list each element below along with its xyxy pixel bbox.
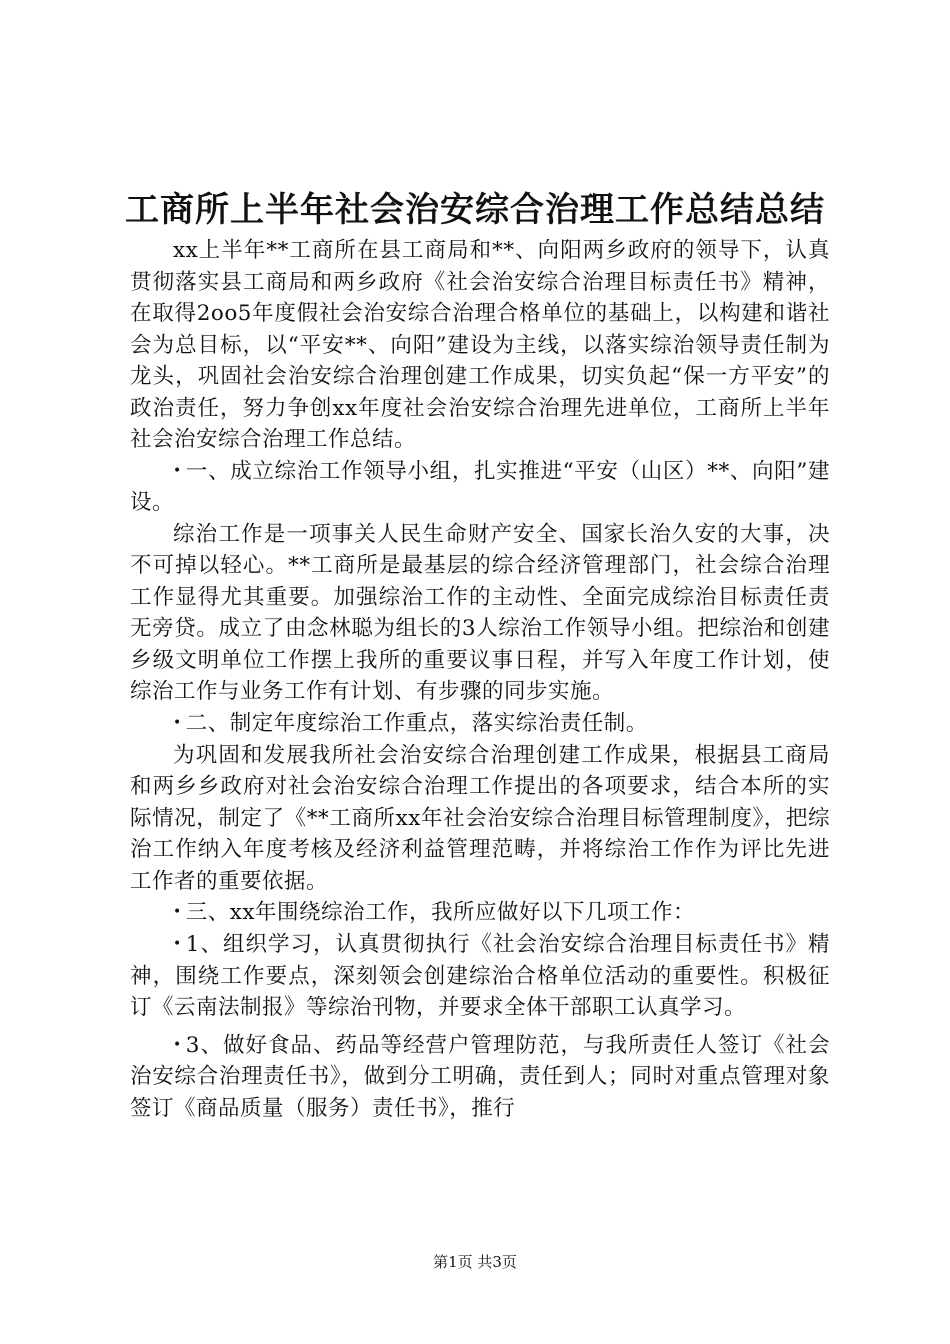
paragraph-section-2-heading	[130, 708, 830, 740]
paragraph-section-1-heading	[130, 456, 830, 519]
paragraph-text: 3、做好食品、药品等经营户管理防范，与我所责任人签订《社会治安综合治理责任书》，做到分工明确，责任到人；同时对重点管理对象签订《商品质量（服务）责任书》，推行	[130, 1032, 830, 1121]
document-title: 工商所上半年社会治安综合治理工作总结总结	[125, 190, 825, 230]
paragraph-intro	[130, 235, 830, 456]
paragraph-text: 综治工作是一项事关人民生命财产安全、国家长治久安的大事，决不可掉以轻心。**工商所是最基层的综合经济管理部门，社会综合治理工作显得尤其重要。加强综治工作的主动性、全面完成综治目标责任责无旁贷。成立了由念林聪为组长的3人综治工作领导小组。把综治和创建乡级文明单位工作摆上我所的重要议事日程，并写入年度工作计划，使综治工作与业务工作有计划、有步骤的同步实施。	[130, 521, 830, 705]
paragraph-text: 一、成立综治工作领导小组，扎实推进“平安（山区）**、向阳”建设。	[130, 458, 830, 516]
paragraph-text: 1、组织学习，认真贯彻执行《社会治安综合治理目标责任书》精神，围绕工作要点，深刻领会创建综治合格单位活动的重要性。积极征订《云南法制报》等综治刊物，并要求全体干部职工认真学习。	[130, 931, 830, 1020]
paragraph-text: 为巩固和发展我所社会治安综合治理创建工作成果，根据县工商局和两乡乡政府对社会治安综合治理工作提出的各项要求，结合本所的实际情况，制定了《**工商所xx年社会治安综合治理目标管理制度》，把综治工作纳入年度考核及经济利益管理范畴，并将综治工作作为评比先进工作者的重要依据。	[130, 742, 830, 894]
paragraph-section-1-body	[130, 519, 830, 708]
paragraph-item-1	[130, 929, 830, 1024]
page-number-footer: 第1页 共3页	[433, 1253, 517, 1271]
bullet-dot-icon: •	[173, 715, 182, 731]
paragraph-text: 三、xx年围绕综治工作，我所应做好以下几项工作：	[185, 900, 696, 925]
paragraph-section-2-body	[130, 740, 830, 898]
bullet-dot-icon: •	[173, 936, 182, 952]
document-body	[130, 235, 830, 1124]
paragraph-section-3-heading	[130, 897, 830, 929]
paragraph-text: 二、制定年度综治工作重点，落实综治责任制。	[185, 710, 648, 736]
paragraph-item-3	[130, 1030, 830, 1125]
paragraph-text: xx上半年**工商所在县工商局和**、向阳两乡政府的领导下，认真贯彻落实县工商局和两乡政府《社会治安综合治理目标责任书》精神，在取得2oo5年度假社会治安综合治理合格单位的基础上，以构建和谐社会为总目标，以“平安**、向阳”建设为主线，以落实综治领导责任制为龙头，巩固社会治安综合治理创建工作成果，切实负起“保一方平安”的政治责任，努力争创xx年度社会治安综合治理先进单位，工商所上半年社会治安综合治理工作总结。	[130, 238, 830, 452]
bullet-dot-icon: •	[173, 462, 182, 479]
bullet-dot-icon: •	[173, 904, 182, 921]
bullet-dot-icon: •	[173, 1036, 182, 1053]
